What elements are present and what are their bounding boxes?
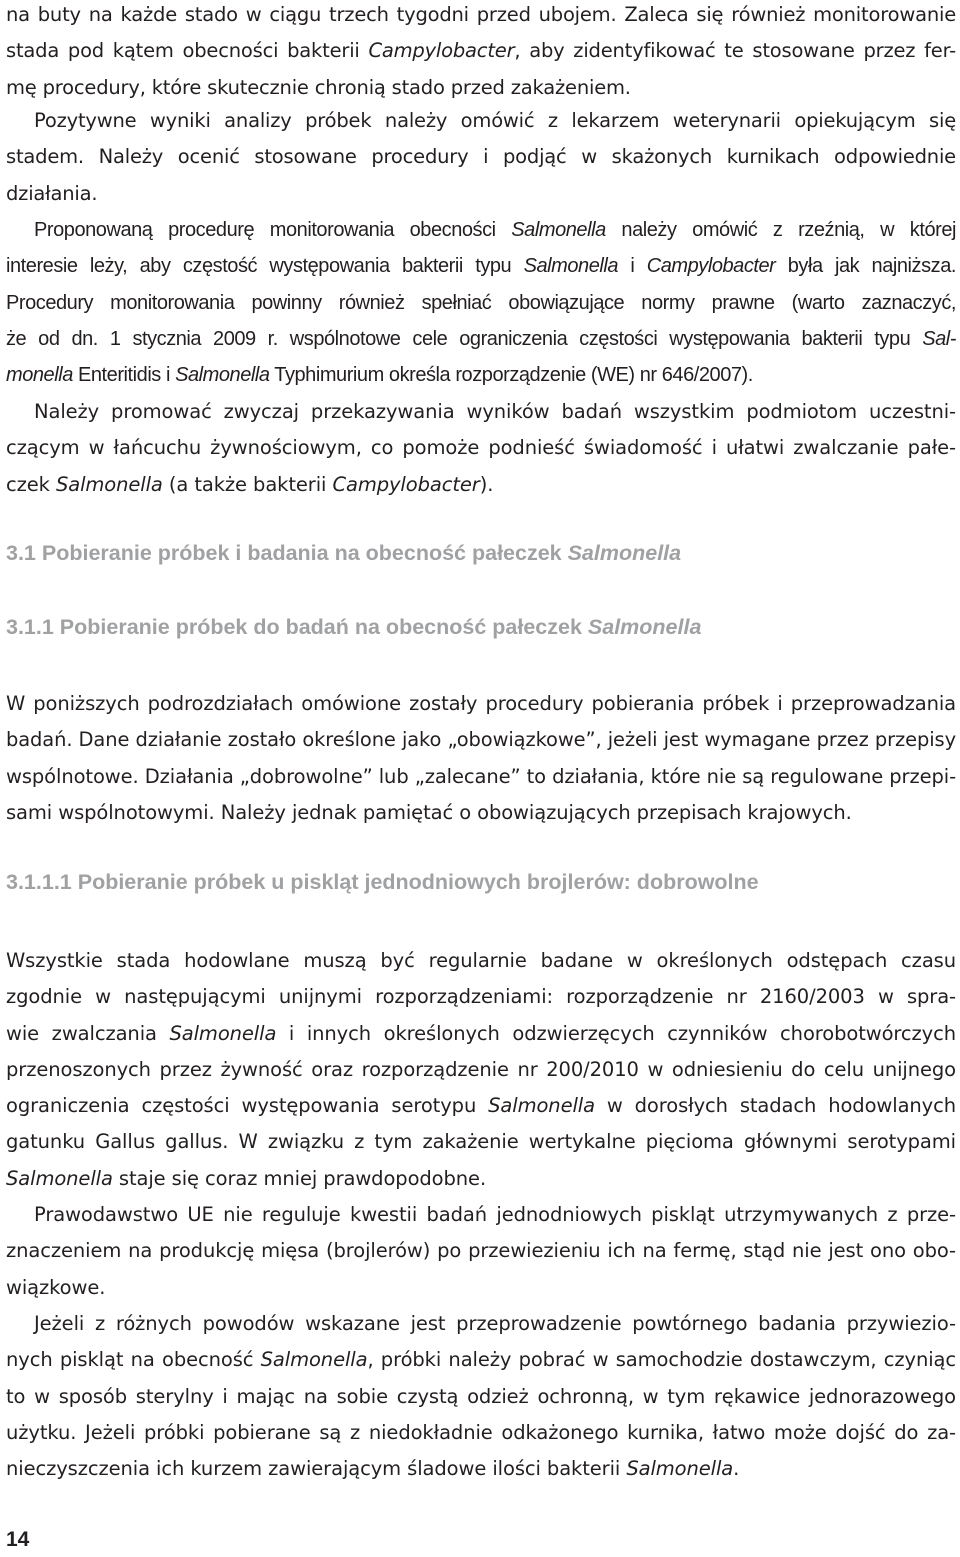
latin-term: Salmonella	[587, 615, 702, 639]
paragraph-positive-results	[6, 103, 956, 212]
latin-term: Salmonella	[626, 1457, 734, 1481]
latin-term: monella	[6, 364, 73, 387]
latin-term: Campylobacter	[646, 255, 776, 278]
latin-term: Salmonella	[567, 541, 682, 565]
text-line: stada pod kątem obecności bakterii Campylobacter, aby zidentyfikować te stosowane przez fer-	[6, 39, 956, 63]
text-line: Proponowaną procedurę monitorowania obecności Salmonella należy omówić z rzeźnią, w której	[34, 219, 956, 241]
text-line: sami wspólnotowymi. Należy jednak pamiętać o obowiązujących przepisach krajowych.	[6, 800, 852, 824]
text-line: stadem. Należy ocenić stosowane procedury i podjąć w skażonych kurnikach odpowiednie	[6, 145, 956, 169]
text-line: na buty na każde stado w ciągu trzech tygodni przed ubojem. Zaleca się również monitorowanie	[6, 3, 956, 26]
text-line: nych piskląt na obecność Salmonella, próbki należy pobrać w samochodzie dostawczym, czyniąc	[6, 1348, 957, 1372]
paragraph-promote-sharing	[6, 394, 956, 503]
text-line: czek Salmonella (a także bakterii Campylobacter).	[6, 472, 494, 496]
latin-term: Salmonella	[169, 1021, 277, 1045]
text-line: interesie leży, aby częstość występowania bakterii typu Salmonella i Campylobacter była jak najniższa.	[6, 255, 956, 278]
latin-term: Salmonella	[6, 1166, 113, 1190]
paragraph-retesting	[6, 1306, 956, 1487]
latin-term: Campylobacter	[332, 472, 480, 496]
paragraph-eu-law	[6, 1197, 956, 1306]
text-line: Pozytywne wyniki analizy próbek należy omówić z lekarzem weterynarii opiekującym się	[34, 109, 956, 132]
latin-term: Sal-	[922, 327, 956, 350]
text-line: wie zwalczania Salmonella i innych określonych odzwierzęcych czynników chorobotwórczych	[6, 1021, 956, 1045]
text-line: badań. Dane działanie zostało określone jako „obowiązkowe”, jeżeli jest wymagane przez przepisy	[6, 728, 956, 752]
latin-term: Salmonella	[55, 472, 163, 496]
text-line: gatunku Gallus gallus. W związku z tym zakażenie wertykalne pięcioma głównymi serotypami	[6, 1130, 956, 1154]
page-number: 14	[6, 1528, 30, 1551]
text-line: znaczeniem na produkcję mięsa (brojlerów) po przewiezieniu ich na fermę, stąd nie jest ono obo-	[6, 1239, 956, 1263]
text-line: czącym w łańcuchu żywnościowym, co pomoże podnieść świadomość i ułatwi zwalczanie pałe-	[6, 436, 956, 460]
heading-3-1-1: 3.1.1 Pobieranie próbek do badań na obecność pałeczek Salmonella	[6, 615, 702, 639]
latin-term: Salmonella	[175, 364, 270, 387]
latin-term: Campylobacter	[368, 39, 515, 63]
text-line: ograniczenia częstości występowania serotypu Salmonella w dorosłych stadach hodowlanych	[6, 1094, 956, 1118]
paragraph-subsections-intro	[6, 686, 956, 831]
text-line: Salmonella staje się coraz mniej prawdopodobne.	[6, 1166, 487, 1190]
heading-3-1: 3.1 Pobieranie próbek i badania na obecność pałeczek Salmonella	[6, 541, 682, 565]
text-line: nieczyszczenia ich kurzem zawierającym śladowe ilości bakterii Salmonella.	[6, 1457, 740, 1481]
latin-term: Salmonella	[511, 219, 606, 241]
latin-term: Salmonella	[260, 1348, 368, 1372]
paragraph-regular-testing	[6, 943, 956, 1197]
heading-3-1-1-1: 3.1.1.1 Pobieranie próbek u piskląt jednodniowych brojlerów: dobrowolne	[6, 870, 759, 894]
text-line: że od dn. 1 stycznia 2009 r. wspólnotowe cele ograniczenia częstości występowania bakterii typu Sal-	[6, 327, 956, 350]
text-line: wiązkowe.	[6, 1275, 106, 1299]
latin-term: Salmonella	[523, 255, 619, 278]
latin-term: Salmonella	[488, 1094, 595, 1118]
text-line: przenoszonych przez żywność oraz rozporządzenie nr 200/2010 w odniesieniu do celu unijnego	[6, 1057, 956, 1081]
text-line: W poniższych podrozdziałach omówione zostały procedury pobierania próbek i przeprowadzania	[6, 692, 956, 715]
paragraph-intro	[6, 0, 956, 106]
text-line: Jeżeli z różnych powodów wskazane jest przeprowadzenie powtórnego badania przywiezio-	[34, 1312, 956, 1335]
text-line: zgodnie w następującymi unijnymi rozporządzeniami: rozporządzenie nr 2160/2003 w spra-	[6, 985, 956, 1009]
text-line: Wszystkie stada hodowlane muszą być regularnie badane w określonych odstępach czasu	[6, 949, 956, 972]
text-line: monella Enteritidis i Salmonella Typhimurium określa rozporządzenie (WE) nr 646/2007).	[6, 364, 753, 387]
text-line: użytku. Jeżeli próbki pobierane są z niedokładnie odkażonego kurnika, łatwo może dojść do za-	[6, 1420, 956, 1444]
text-line: wspólnotowe. Działania „dobrowolne” lub „zalecane” to działania, które nie są regulowane przepi-	[6, 764, 957, 788]
text-line: działania.	[6, 181, 98, 205]
paragraph-monitoring-procedure	[6, 212, 956, 393]
text-line: Procedury monitorowania powinny również spełniać obowiązujące normy prawne (warto zaznaczyć,	[6, 291, 956, 314]
text-line: to w sposób sterylny i mając na sobie czystą odzież ochronną, w tym rękawice jednorazowego	[6, 1384, 956, 1408]
text-line: Należy promować zwyczaj przekazywania wyników badań wszystkim podmiotom uczestni-	[34, 400, 956, 423]
text-line: Prawodawstwo UE nie reguluje kwestii badań jednodniowych piskląt utrzymywanych z prze-	[34, 1203, 956, 1226]
text-line: mę procedury, które skutecznie chronią stado przed zakażeniem.	[6, 75, 631, 99]
